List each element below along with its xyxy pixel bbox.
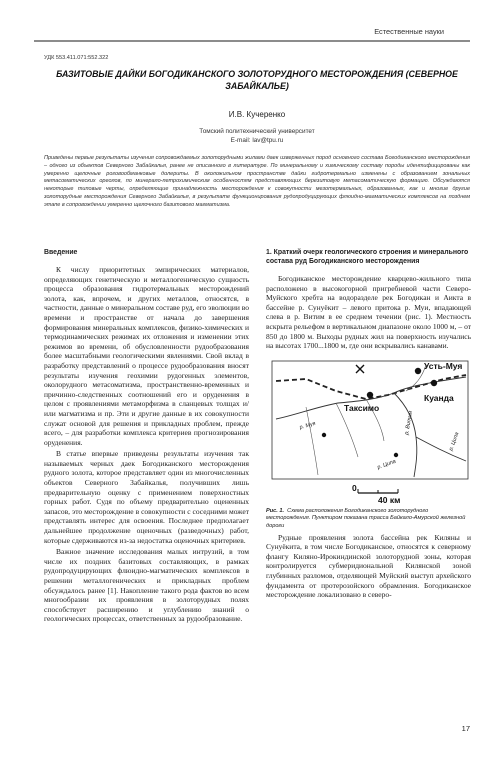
label-r-muya: р. Муя <box>298 420 317 431</box>
scale-zero: 0 <box>352 482 357 493</box>
left-column <box>44 248 249 624</box>
body-paragraph: Важное значение исследования малых интрузий, в том числе их поздних базитовых составляющих, в рамках рудопродуцирующих флюидно-магматических комплексов в решении металлогенических и прикладных проблем обсуждалось ранее [1]. Накопление такого рода фактов во всем многообразии их проявления в золоторудных полях способствует расширению и углублению знаний о геологических процессах, ответственных за рудообразование. <box>44 547 249 624</box>
label-r-tsipa: р. Ципа <box>448 431 461 452</box>
location-map-figure <box>266 357 471 505</box>
affiliation-org: Томский политехнический университет <box>199 128 315 135</box>
body-paragraph: К числу приоритетных эмпирических материалов, определяющих генетическую и металлогеническую сущность процесса образования гидротермальных месторождений золота, как, впрочем, и других металлов, относятся, в частности, данные о минеральном составе руд, его эволюции во времени и пространстве от начала до завершения формирования минеральных комплексов, физико-химических и термодинамических режимах их отложения и изменении этих режимов во времени, об обусловленности рудообразования более масштабными геологическими явлениями. Свой вклад в разработку представлений о процессе рудообразования вносят результаты изучения геохимии рудогенных элементов, околорудного метасоматизма, пространственно-временных и причинно-следственных соотношений его и оруденения в целом с проявлениями метаморфизма в сланцевых толщах и/или магматизма и пр. Эти и другие данные в их совокупности служат основой для решения и прикладных проблем, прежде всего, – для разработки комплекса критериев прогнозирования оруденения. <box>44 265 249 447</box>
town-kuanda-marker <box>431 380 437 386</box>
label-taksimo: Таксимо <box>344 402 380 413</box>
figure-caption-label: Рис. 1. <box>266 507 285 514</box>
right-column <box>266 248 471 600</box>
article-title: БАЗИТОВЫЕ ДАЙКИ БОГОДИКАНСКОГО ЗОЛОТОРУДНОГО МЕСТОРОЖДЕНИЯ (СЕВЕРНОЕ ЗАБАЙКАЛЬЕ) <box>56 69 458 91</box>
section-heading-intro: Введение <box>44 249 78 256</box>
affiliation-block <box>44 127 470 145</box>
body-paragraph: В статье впервые приведены результаты изучения так называемых черных даек Богодиканского месторождения рудного золота, которое представляет один из многочисленных объектов Северного Забайкалья, получивших лишь предварительную оценку с применением поверхностных горных работ. Судя по объему предварительно оцененных запасов, это месторождение в совокупности с соседними может представлять интерес для освоения. Последнее предполагает дальнейшее продолжение оценочных (разведочных) работ, которые сдерживаются из-за недостатка оценочных критериев. <box>44 449 249 545</box>
abstract: Приведены первые результаты изучения сопровождаемых золоторудными жилами даек изверженных пород основного состава Богодиканского месторождения – одного из объектов Северного Забайкалья, ранее не описанного в литературе. По минеральному и химическому составу породы идентифицированы как умеренно щелочные роговообманковые долериты. В околожильном пространстве дайки гидротермально изменены с образованием зональных метасоматических ореолов, по минерало-петрохимическим особенностям представляющих березитовую метасоматическую формацию. Обсуждаются некоторые типовые черты, определяющие принадлежность месторождения к совокупности мезотермальных, образованных, как и многие другие золоторудные месторождения Северного Забайкалья, в результате функционирования рудопродуцирующих флюидно-магматических комплексов на позднем этапе в сопровождении умеренно щелочного базитового магматизма. <box>44 155 470 208</box>
body-paragraph: Рудные проявления золота бассейна рек Киляны и Сунуёкита, в том числе Богодиканское, относятся к северному флангу Килянo-Ирокиндинской золоторудной зоны, которая контролируется субмеридиональной Килянской зоной глубинных разломов, отделяющей Муйский выступ архейского фундамента от протерозойского обрамления. Богодиканское месторождение локализовано в северо- <box>266 532 471 600</box>
figure-caption-text: Схема расположения Богодиканского золоторудного месторождения. Пунктиром показана трасса Байкало-Амурской железной дороги <box>266 507 466 529</box>
label-r-vitim: р. Витим <box>404 410 415 436</box>
author-name: И.В. Кучеренко <box>228 110 286 119</box>
udk-code: УДК 553.411.071:552.322 <box>44 55 109 61</box>
page-number: 17 <box>461 724 470 733</box>
settlement-marker <box>394 453 398 457</box>
section-name: Естественные науки <box>374 27 444 36</box>
section-heading-geology: 1. Краткий очерк геологического строения и минерального состава руд Богодиканского месторождения <box>266 249 469 265</box>
town-ust-muya-marker <box>415 368 421 374</box>
label-ust-muya: Усть-Муя <box>424 360 463 371</box>
figure-caption <box>266 508 471 531</box>
town-taksimo-marker <box>367 392 373 398</box>
scale-40km: 40 км <box>378 494 401 505</box>
location-map <box>266 357 471 505</box>
label-kuanda: Куанда <box>424 392 454 403</box>
affiliation-email: E-mail: lav@tpu.ru <box>230 137 284 144</box>
settlement-marker <box>322 433 326 437</box>
label-r-tsipa-lower: р. Ципа <box>376 458 397 471</box>
body-paragraph: Богодиканское месторождение кварцево-жильного типа расположено в высокогорной пригребневой части Северо-Муйского хребта на водоразделе рек Богодикан и Аикта в бассейне р. Сунуёкит – левого притока р. Муи, впадающей слева в р. Витим в ее среднем течении (рис. 1). Местность вскрыта рельефом в вертикальном диапазоне около 1000 м, – от 850 до 1800 м. Выходы рудных жил на поверхность изучались на высотах 1700...1800 м, где они вскрывались канавами. <box>266 274 471 351</box>
running-header <box>34 26 470 42</box>
scale-bar <box>352 483 400 505</box>
